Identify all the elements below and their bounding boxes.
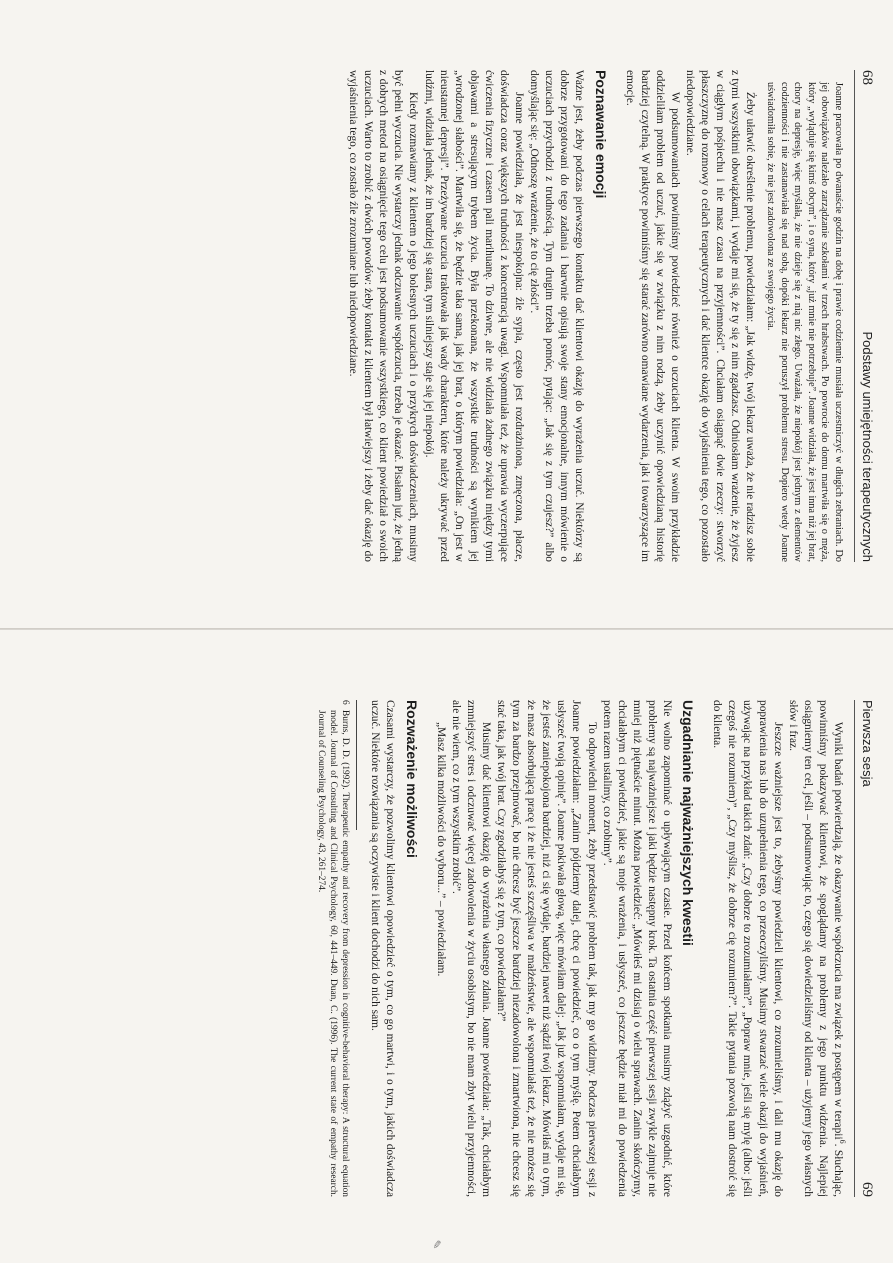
paragraph: Nie wolno zapominać o upływającym czasie. Przed końcem spotkania musimy zdążyć uzgodnić, które problemy są najważniejsze i jaki będzie następny krok. Ta ostatnia część pierwszej sesji zwykle zajmuje nie mniej niż piętnaście minut. Można powiedzieć: „Mówiłeś mi dzisiaj o wielu sprawach. Zanim skończymy, chciałabym ci powiedzieć, jakie są moje wrażenia, i usłyszeć, co jeszcze będzie miał mi do powiedzenia potem razem ustalimy, co zrobimy”. — [600, 700, 674, 1197]
paragraph-text: . Słuchając, powinniśmy pokazywać klientowi, że spoglądamy na problemy z jego punktu widzenia. Najlepiej osiągniemy ten cel, jeśli – podsumowując to, czego się dowiedzieliśmy od klienta – użyjemy jego własnych słów i fraz. — [786, 700, 844, 1197]
footnote-number: 6 — [340, 700, 351, 705]
footnote-text: Burns, D. D. (1992). Therapeutic empathy and recovery from depression in cognitive-behavioral therapy: A structural equation model. Journal of Consulting and Clinical Psychology, 60, 441–449. Duan, C. (1996). The current state of empathy research. Journal of Counseling Psychology, 43, 261–274. — [316, 710, 351, 1197]
paragraph — [785, 700, 845, 1197]
paragraph: Jeszcze ważniejsze jest to, żebyśmy powiedzieli klientowi, co zrozumieliśmy, i dali mu okazję do poprawienia nas lub do uzupełnienia tego, co przeoczyliśmy. Musimy stwarzać wiele okazji do wyjaśnień, używając na przykład takich zdań: „Czy dobrze to zrozumiałam?”, „Popraw mnie, jeśli się mylę (albo: jeśli czegoś nie rozumiem)”, „Czy myślisz, że dobrze cię rozumiem?”. Takie pytania pozwolą nam dostroić się do klienta. — [711, 700, 784, 1197]
running-head: Pierwsza sesja — [860, 700, 875, 787]
paragraph: Musimy dać klientowi okazję do wyrażenia własnego zdania. Joanne powiedziała: „Tak, chciałabym zmniejszyć stres i odczuwać więcej zadowolenia w życiu osobistym, bo nie mam zbyt wielu przyjemności, ale nie wiem, co z tym wszystkim zrobić”. — [449, 700, 492, 1197]
left-page — [0, 0, 893, 628]
paragraph: Czasami wystarczy, że pozwolimy klientowi opowiedzieć o tym, co go martwi, i o tym, jakich doświadcza uczuć. Niektóre rozwiązania są oczywiste i klient dochodzi do nich sam. — [369, 700, 397, 1197]
left-page-header — [858, 70, 875, 562]
right-page-body — [20, 700, 845, 1197]
paragraph: Żeby ułatwić określenie problemu, powiedziałam: „Jak widzę, twój lekarz uważa, że nie radzisz sobie z tymi wszystkimi obowiązkami, i wydaje mi się, że ty się z nim zgadzasz. Odniosłam wrażenie, że żyjesz w ciągłym pośpiechu i nie masz czasu na przyjemności”. Chciałam osiągnąć dwie rzeczy: stworzyć płaszczyznę do rozmowy o celach terapeutycznych i dać klientce okazję do wyjaśnienia tego, co pozostało niedopowiedziane. — [684, 70, 757, 562]
paragraph: To odpowiedni moment, żeby przedstawić problem tak, jak my go widzimy. Podczas pierwszej sesji z Joanne powiedziałam: „Zanim pójdziemy dalej, chcę ci powiedzieć, co o tym myślę. Potem chciałabym usłyszeć twoją opinię”. Joanne pokiwała głową, więc mówiłam dalej: „Jak już wspomniałam, wydaje mi się, że jesteś zaniepokojona bardziej, niż ci się wydaje, bardziej nawet niż sądził twój lekarz. Mówiłaś mi o tym, że masz absorbującą pracę i że nie jesteś szczęśliwa w małżeństwie, ale wspomniałaś też, że nie możesz się tym za bardzo przejmować, bo nie chcesz być jeszcze bardziej niezadowolona i zmartwiona, nie chcesz się stać taka, jak twój brat. Czy zgodziłabyś się z tym, co powiedziałam?” — [495, 700, 598, 1197]
left-page-body — [20, 70, 845, 562]
running-head: Podstawy umiejętności terapeutycznych — [860, 331, 875, 562]
page-number: 69 — [859, 1182, 875, 1197]
section-heading: Rozważenie możliwości — [403, 700, 420, 858]
right-page-header — [858, 700, 875, 1197]
page-number: 68 — [859, 70, 875, 85]
case-paragraph: Joanne pracowała po dwanaście godzin na dobę i prawie codziennie musiała uczestniczyć w długich zebraniach. Do jej obowiązków należało zarządzanie szkołami w trzech hrabstwach. Po powrocie do domu martwiła się o męża, który „wyląduje się kimś obcym”, i o syna, który „już mnie nie potrzebuje”. Joanne widziała, że jest inna niż jej brat, chory na depresję, więc myślała, że nie dzieje się z nią nic złego. Uważała, że niepokój jest jednym z elementów codzienności i nie zastanawiała się nad sobą, dopóki lekarz nie poruszył problemu stresu. Dopiero wtedy Joanne uświadomiła sobie, że nie jest zadowolona ze swojego życia. — [765, 82, 844, 562]
footnote-ref: 6 — [837, 1139, 847, 1144]
paragraph: Ważne jest, żeby podczas pierwszego kontaktu dać klientowi okazję do wyrażenia uczuć. Niektórzy są dobrze przygotowani do tego zadania i barwnie opisują swoje stany emocjonalne, innym mówienie o uczuciach przychodzi z trudnością. Tym drugim trzeba pomóc, pytając: „Jak się z tym czujesz?” albo domyślając się: „Odnoszę wrażenie, że to cię złości”. — [528, 70, 586, 562]
section-heading: Uzgadnianie najważniejszych kwestii — [680, 700, 697, 946]
paragraph-text: Wyniki badań potwierdzają, że okazywanie współczucia ma związek z postępem w terapii — [832, 722, 844, 1140]
header-rule — [854, 70, 855, 562]
footnote — [315, 700, 351, 1197]
right-page — [0, 630, 893, 1263]
paragraph: Kiedy rozmawiamy z klientem o jego bolesnych uczuciach i o przykrych doświadczeniach, musimy być pełni wyczucia. Nie wystarczy jednak odczuwanie współczucia, trzeba je okazać. Pisałam już, że jedną z dobrych metod na osiągnięcie tego celu jest podsumowanie wszystkiego, co klient powiedział o swoich uczuciach. Warto to zrobić z dwóch powodów: żeby kontakt z klientem był łatwiejszy i żeby dać okazję do wyjaśnienia tego, co zostało źle zrozumiane lub niedopowiedziane. — [347, 70, 420, 562]
paragraph: Joanne powiedziała, że jest niespokojna: źle sypia, często jest rozdrażniona, zmęczona, płacze, doświadcza coraz większych trudności z koncentracją uwagi. Wspomniała też, że uprawia wyczerpujące ćwiczenia fizyczne i czasem pali marihuanę. To dziwne, ale nie widziała żadnego związku między tymi objawami a stresującym trybem życia. Była przekonana, że wszystkie trudności są wynikiem jej „wrodzonej słabości”. Martwiła się, że będzie taka sama, jak jej brat, o którym powiedziała: „On jest w nieustannej depresji”. Przeżywane uczucia traktowała jak wady charakteru, które należy ukrywać przed ludźmi, widziała jednak, że im bardziej się stara, tym silniejszy staje się jej niepokój. — [422, 70, 526, 562]
footnote-rule — [356, 700, 357, 830]
header-rule — [854, 700, 855, 1197]
pencil-mark: ✎ — [429, 1238, 444, 1250]
paragraph: W podsumowaniach powinniśmy powiedzieć również o uczuciach klienta. W swoim przykładzie oddzieliłam problem od uczuć, jakie się w związku z nim rodzą, żeby uczynić opowiedzianą historię bardziej czytelną. W praktyce powinniśmy się starać zarówno omawiane wydarzenia, jak i towarzyszące im emocje. — [623, 70, 681, 562]
paragraph: „Masz kilka możliwości do wyboru...” – powiedziałam. — [434, 722, 447, 977]
section-heading: Poznawanie emocji — [592, 70, 609, 199]
